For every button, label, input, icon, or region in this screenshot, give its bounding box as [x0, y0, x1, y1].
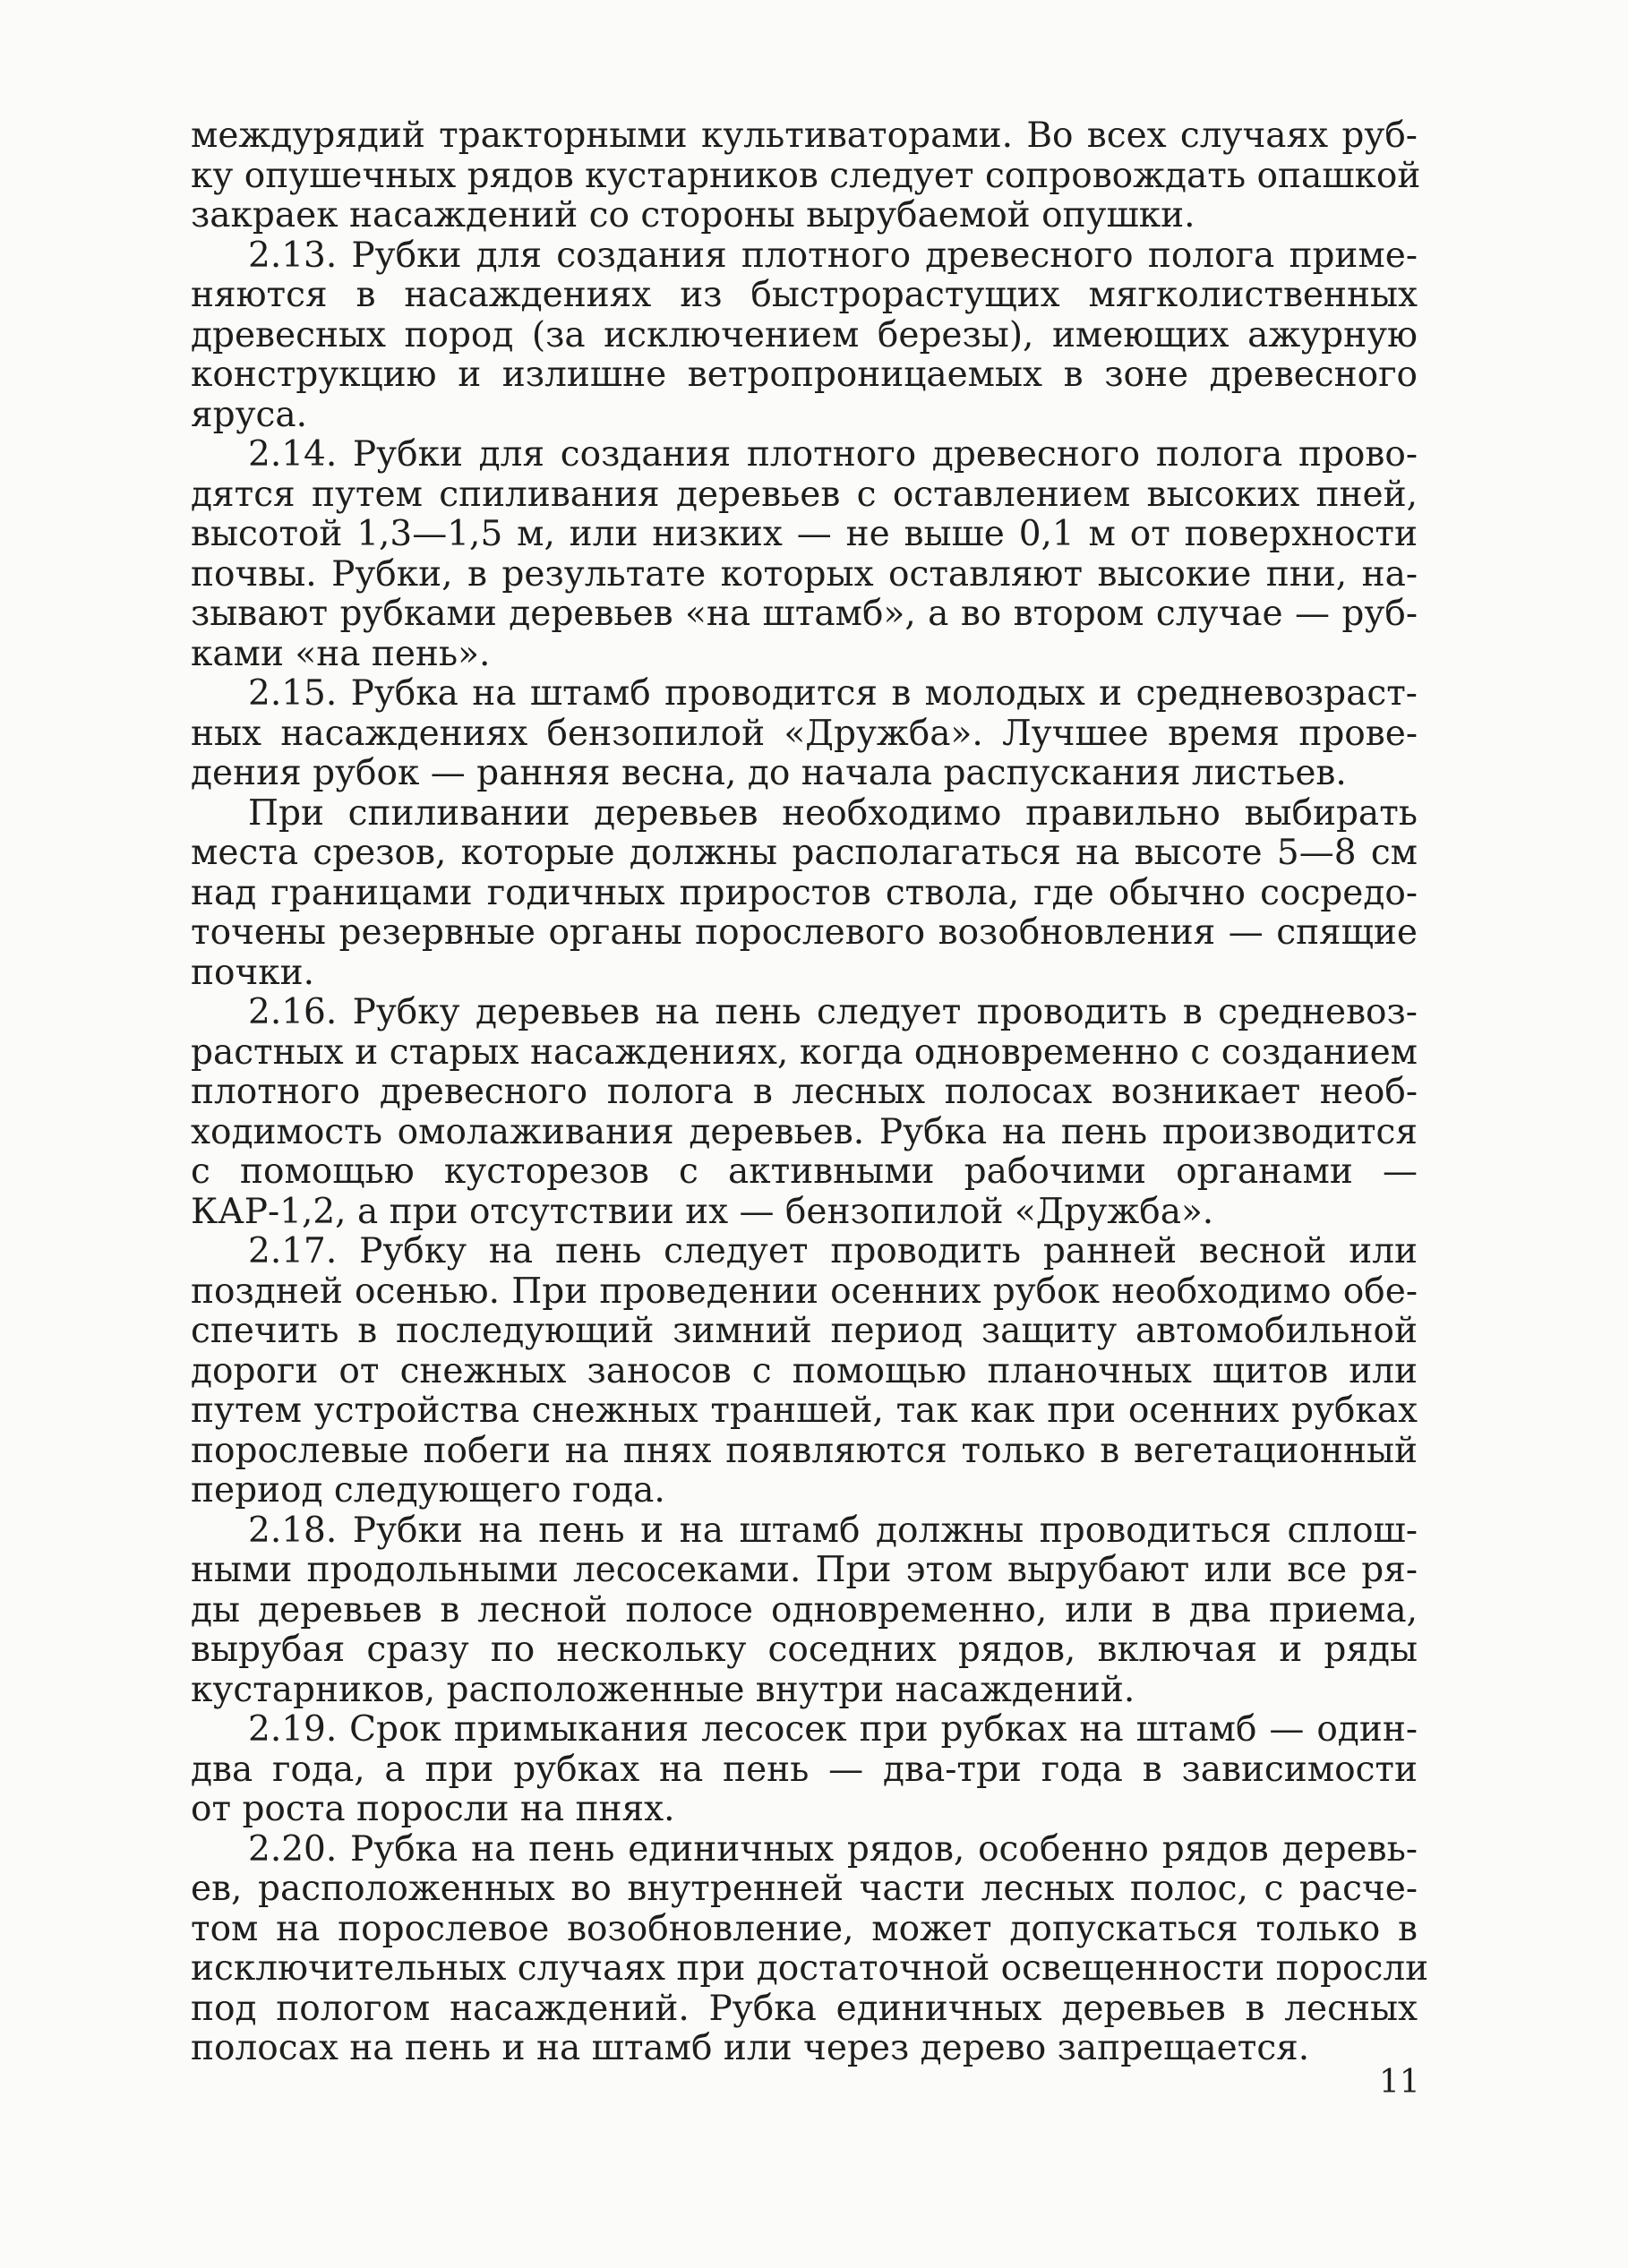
text-line: няются в насаждениях из быстрорастущих мягколиственных — [191, 275, 1418, 315]
text-line: ками «на пень». — [191, 633, 491, 674]
body-text — [191, 116, 1429, 2069]
text-line: исключительных случаях при достаточной освещенности поросли — [191, 1948, 1429, 1989]
text-line: ку опушечных рядов кустарников следует сопровождать опашкой — [191, 155, 1421, 196]
paragraph — [191, 674, 1418, 794]
text-line: зывают рубками деревьев «на штамб», а во втором случае — руб- — [191, 594, 1418, 634]
text-line: кустарников, расположенные внутри насаждений. — [191, 1669, 1135, 1710]
text-line: При спиливании деревьев необходимо правильно выбирать — [248, 792, 1418, 834]
text-line: путем устройства снежных траншей, так как при осенних рубках — [191, 1391, 1418, 1431]
text-line: над границами годичных приростов ствола, где обычно сосредо- — [191, 872, 1418, 913]
text-line: яруса. — [191, 394, 308, 435]
page-number: 11 — [1379, 2064, 1420, 2101]
paragraph — [191, 1232, 1418, 1511]
text-line: 2.17. Рубку на пень следует проводить ранней весной или — [248, 1231, 1418, 1271]
text-line: от роста поросли на пнях. — [191, 1789, 675, 1829]
text-line: период следующего года. — [191, 1470, 665, 1511]
text-line: 2.19. Срок примыкания лесосек при рубках на штамб — один- — [248, 1709, 1418, 1750]
text-line: высотой 1,3—1,5 м, или низких — не выше 0,1 м от поверхности — [191, 514, 1418, 554]
text-line: вырубая сразу по нескольку соседних рядов, включая и ряды — [191, 1630, 1418, 1670]
paragraph — [191, 435, 1418, 674]
text-line: плотного древесного полога в лесных полосах возникает необ- — [191, 1072, 1418, 1112]
text-line: закраек насаждений со стороны вырубаемой опушки. — [191, 195, 1195, 235]
text-line: два года, а при рубках на пень — два-три года в зависимости — [191, 1749, 1418, 1790]
text-line: ных насаждениях бензопилой «Дружба». Лучшее время прове- — [191, 713, 1418, 754]
text-line: 2.14. Рубки для создания плотного древесного полога прово- — [248, 434, 1418, 475]
text-line: 2.16. Рубку деревьев на пень следует проводить в средневоз- — [248, 992, 1418, 1032]
text-line: почки. — [191, 952, 315, 993]
text-line: 2.18. Рубки на пень и на штамб должны проводиться сплош- — [248, 1510, 1418, 1551]
text-line: междурядий тракторными культиваторами. Во всех случаях руб- — [191, 116, 1418, 156]
text-line: 2.15. Рубка на штамб проводится в молодых и средневозраст- — [248, 673, 1418, 714]
text-line: под пологом насаждений. Рубка единичных деревьев в лесных — [191, 1988, 1418, 2029]
paragraph — [191, 236, 1418, 436]
paragraph — [191, 1511, 1418, 1711]
text-line: спечить в последующий зимний период защиту автомобильной — [191, 1311, 1418, 1351]
text-line: ходимость омолаживания деревьев. Рубка на пень производится — [191, 1111, 1418, 1152]
text-line: дения рубок — ранняя весна, до начала распускания листьев. — [191, 753, 1347, 793]
text-line: полосах на пень и на штамб или через дерево запрещается. — [191, 2028, 1310, 2068]
text-line: дятся путем спиливания деревьев с оставлением высоких пней, — [191, 474, 1418, 515]
text-line: ев, расположенных во внутренней части лесных полос, с расче- — [191, 1869, 1418, 1909]
text-line: места срезов, которые должны располагаться на высоте 5—8 см — [191, 833, 1418, 873]
text-line: почвы. Рубки, в результате которых оставляют высокие пни, на- — [191, 553, 1418, 595]
text-line: поздней осенью. При проведении осенних рубок необходимо обе- — [191, 1271, 1418, 1312]
text-line: 2.13. Рубки для создания плотного древесного полога приме- — [248, 235, 1418, 276]
text-line: древесных пород (за исключением березы), имеющих ажурную — [191, 314, 1418, 355]
text-line: конструкцию и излишне ветропроницаемых в зоне древесного — [191, 355, 1418, 395]
text-line: КАР-1,2, а при отсутствии их — бензопилой «Дружба». — [191, 1191, 1214, 1232]
text-line: растных и старых насаждениях, когда одновременно с созданием — [191, 1031, 1418, 1073]
paragraph — [191, 1710, 1418, 1830]
text-line: с помощью кусторезов с активными рабочими органами — — [191, 1151, 1418, 1192]
text-line: том на порослевое возобновление, может допускаться только в — [191, 1908, 1418, 1949]
text-line: порослевые побеги на пнях появляются только в вегетационный — [191, 1430, 1418, 1471]
paragraph — [191, 993, 1418, 1232]
paragraph — [191, 794, 1418, 994]
text-line: точены резервные органы порослевого возобновления — спящие — [191, 912, 1418, 953]
text-line: ными продольными лесосеками. При этом вырубают или все ря- — [191, 1550, 1418, 1590]
text-line: 2.20. Рубка на пень единичных рядов, особенно рядов деревь- — [248, 1828, 1418, 1870]
text-line: ды деревьев в лесной полосе одновременно, или в два приема, — [191, 1589, 1418, 1630]
paragraph — [191, 1828, 1429, 2069]
text-line: дороги от снежных заносов с помощью планочных щитов или — [191, 1350, 1418, 1391]
paragraph — [191, 116, 1421, 236]
